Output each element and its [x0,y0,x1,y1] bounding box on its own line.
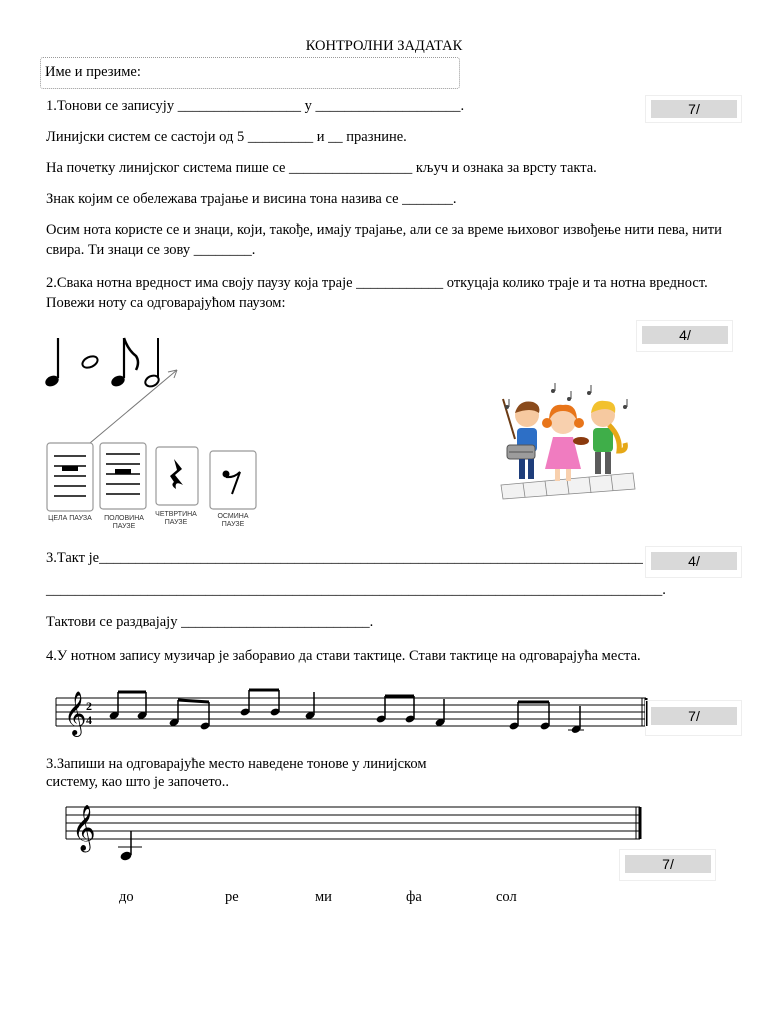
half-rest-icon [115,469,131,474]
note-name-re: ре [225,889,239,905]
saxophone-boy [591,401,625,474]
whole-rest-card [47,443,93,511]
score-box-2 [636,320,733,352]
task1-line1: 1.Тонови се записују _________________ у ____________________. [46,98,465,114]
score-box-4 [645,700,742,736]
task1-line5: Осим нота користе се и знаци, који, такође, имају трајање, али се за време њиховог извођење нити пева, нити свира. Ти знаци се зову ________. [46,222,722,258]
rest-label-eighth: ОСМИНА ПАУЗЕ [217,513,249,528]
name-field[interactable] [40,57,460,89]
task5-line1: 3.Запиши на одговарајуће место наведене тонове у линијском [46,756,427,772]
note-values-row [40,330,200,400]
score-box-3 [645,546,742,578]
quarter-rest-card [156,447,198,505]
score-2: 4/ [642,326,728,344]
task2-text: 2.Свака нотна вредност има своју паузу која траје ____________ откуцаја колико траје и та нотна вредност. Повежи ноту са одговарајућом паузом: [46,275,708,311]
score-3: 4/ [651,552,737,570]
whole-note-icon [81,354,100,370]
score-box-5 [619,849,716,881]
task3-line3: Тактови се раздвајају __________________________. [46,614,374,630]
music-staff-task5 [66,805,642,865]
rest-cards-row [46,442,261,514]
score-box-1 [645,95,742,123]
task3-line1: 3.Такт је___________________________________________________________________________ [46,550,643,566]
task1-line3: На почетку линијског система пише се _________________ кључ и ознака за врсту такта. [46,160,597,176]
task5-line2: систему, као што је започето.. [46,774,230,790]
eighth-rest-card [210,451,256,509]
half-note-icon [144,338,161,388]
score-4: 7/ [651,707,737,725]
task1-line2: Линијски систем се састоји од 5 _________ и __ празнине. [46,129,407,145]
whole-rest-icon [62,466,78,471]
rest-label-quarter: ЧЕТВРТИНА ПАУЗЕ [155,511,197,526]
time-signature-numerator: 2 [86,699,92,713]
note-name-mi: ми [315,889,332,905]
connector-arrow [90,370,177,443]
example-note-do [118,831,176,862]
treble-clef-icon: 𝄞 [64,691,87,735]
name-label: Име и презиме: [45,64,141,80]
rest-label-half: ПОЛОВИНА ПАУЗЕ [104,515,144,530]
quarter-note-icon [44,338,61,388]
children-musicians-illustration [497,385,637,500]
note-name-do: до [119,889,134,905]
music-staff-task4 [56,690,648,740]
task4-text: 4.У нотном запису музичар је заборавио да стави тактице. Стави тактице на одговарајућа места. [46,648,641,664]
eighth-note-icon [110,338,138,388]
page-title: КОНТРОЛНИ ЗАДАТАК [305,38,463,54]
task3-line2: _____________________________________________________________________________________. [46,582,666,598]
time-signature-denominator: 4 [86,713,92,727]
drummer-boy [503,399,539,479]
rest-label-whole: ЦЕЛА ПАУЗА [48,515,92,522]
violinist-girl [542,405,589,481]
task1-line4: Знак којим се обележава трајање и висина тона назива се _______. [46,191,457,207]
score-1: 7/ [651,100,737,118]
note-name-fa: фа [406,889,422,905]
note-name-sol: сол [496,889,517,905]
score-5: 7/ [625,855,711,873]
half-rest-card [100,443,146,509]
treble-clef-icon-2: 𝄞 [72,805,96,851]
